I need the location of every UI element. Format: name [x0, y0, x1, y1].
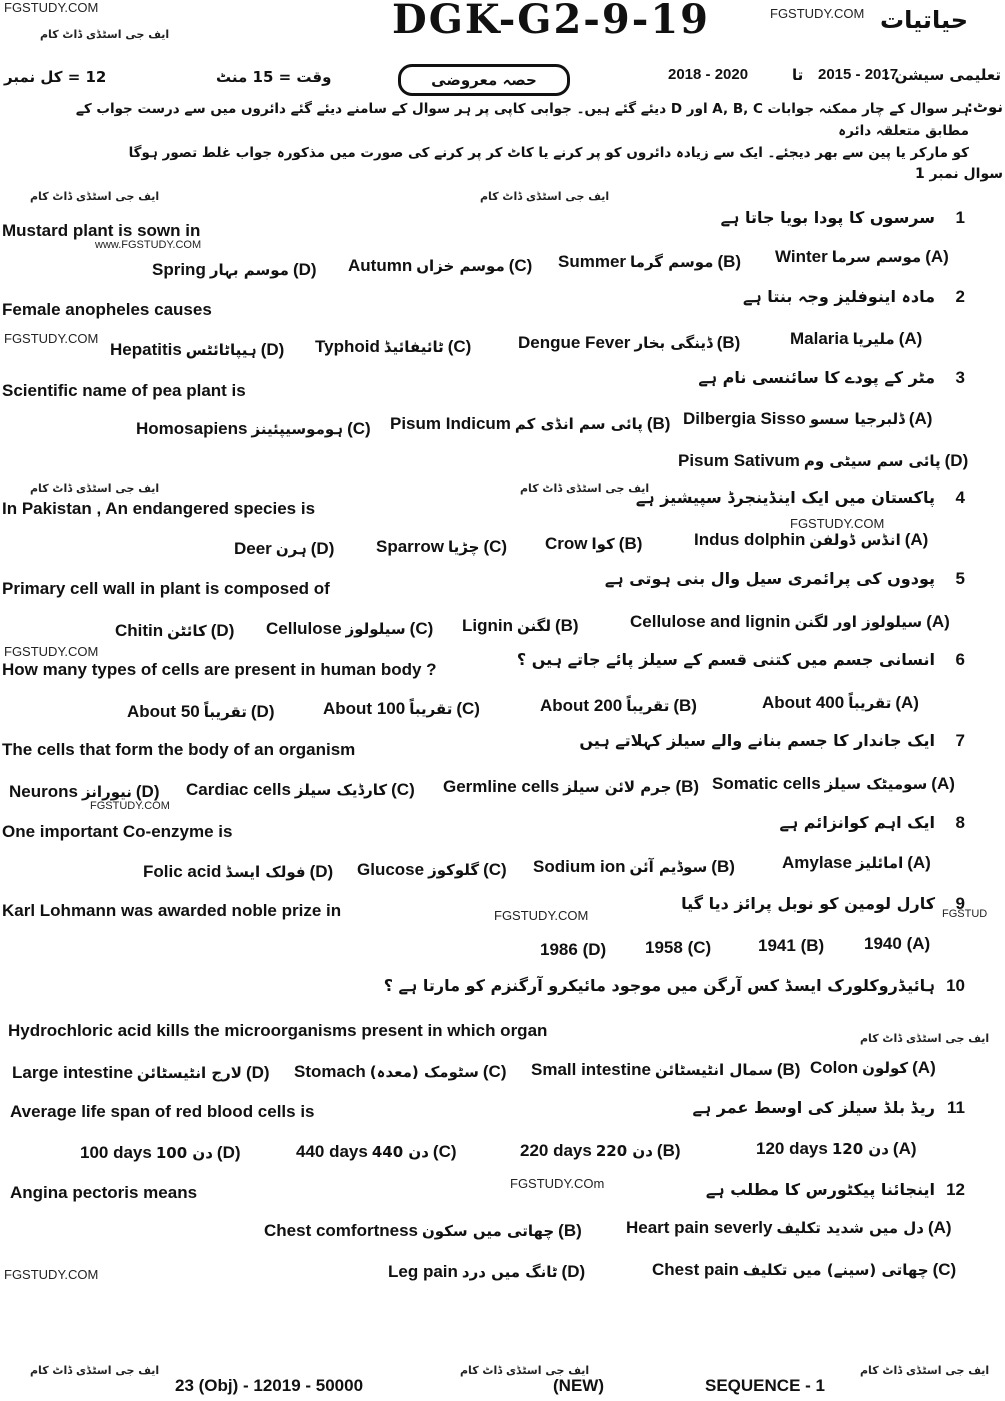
- option-c: 1958 (C): [645, 938, 712, 957]
- question-number: 3: [955, 368, 965, 387]
- option-b: Dengue Fever ڈینگی بخار (B): [518, 333, 741, 352]
- watermark-site: FGSTUDY.COM: [4, 0, 99, 15]
- option-a: Dilbergia Sisso ڈلبرجیا سسو (A): [683, 409, 933, 428]
- question-urdu: پاکستان میں ایک اینڈینجرڈ سپیشیز ہے: [635, 488, 935, 507]
- option-b: Chest comfortness چھاتی میں سکون (B): [264, 1221, 582, 1240]
- option-c: Typhoid ٹائیفائیڈ (C): [315, 337, 472, 356]
- new-label: (NEW): [553, 1376, 604, 1395]
- option-b: Germline cells جرم لائن سیلز (B): [443, 777, 700, 796]
- question-urdu: سرسوں کا پودا بویا جاتا ہے: [720, 208, 935, 227]
- option-d: 100 days 100 دن (D): [80, 1143, 241, 1162]
- watermark-site-com: FGSTUDY.COm: [510, 1176, 605, 1191]
- watermark-site: FGSTUDY.COM: [4, 331, 99, 346]
- question-english: The cells that form the body of an organism: [2, 740, 356, 759]
- question-english: In Pakistan , An endangered species is: [2, 499, 316, 518]
- option-a: Cellulose and lignin سیلولوز اور لگنن (A): [630, 612, 950, 631]
- question-number: 12: [946, 1180, 965, 1199]
- watermark-urdu: ایف جی اسٹڈی ڈاٹ کام: [30, 482, 160, 495]
- handwritten-subject: حیاتیات: [880, 6, 969, 34]
- question-number: 6: [955, 650, 965, 669]
- option-b: Lignin لگنن (B): [462, 616, 579, 635]
- option-a: Winter موسم سرما (A): [775, 247, 949, 266]
- question-number: 2: [955, 287, 965, 306]
- option-a: Colon کولون (A): [810, 1058, 936, 1077]
- option-d: Leg pain ٹانگ میں درد (D): [388, 1262, 586, 1281]
- option-d: Neurons نیورانز (D): [9, 782, 160, 801]
- question-number: 11: [947, 1098, 965, 1117]
- option-d: Folic acid فولک ایسڈ (D): [143, 862, 334, 881]
- watermark-urdu: ایف جی اسٹڈی ڈاٹ کام: [30, 1364, 160, 1377]
- question-english: Scientific name of pea plant is: [2, 381, 246, 400]
- option-a: Indus dolphin انڈس ڈولفن (A): [694, 530, 929, 549]
- option-d: Large intestine لارج انٹیسٹائن (D): [12, 1063, 270, 1082]
- question-urdu: ایک اہم کوانزائم ہے: [779, 813, 935, 832]
- question-english: Hydrochloric acid kills the microorganisms present in which organ: [8, 1021, 548, 1040]
- option-d: Deer ہرن (D): [234, 539, 335, 558]
- handwritten-paper-code: DGK-G2-9-19: [392, 0, 710, 43]
- watermark-urdu: ایف جی اسٹڈی ڈاٹ کام: [860, 1364, 990, 1377]
- question-urdu: مٹر کے پودے کا سائنسی نام ہے: [698, 368, 935, 387]
- question-english: Angina pectoris means: [10, 1183, 198, 1202]
- option-d: Spring موسم بہار (D): [152, 260, 317, 279]
- question-english: Mustard plant is sown in: [2, 221, 201, 240]
- option-d: Pisum Sativum پائی سم سیٹی وم (D): [678, 451, 969, 470]
- option-a: Amylase امائلیز (A): [782, 853, 931, 872]
- question-number: 1: [955, 208, 965, 227]
- watermark-urdu: ایف جی اسٹڈی ڈاٹ کام: [40, 28, 170, 41]
- section-title: حصہ معروضی: [398, 64, 570, 96]
- option-d: About 50 تقریباً (D): [127, 702, 275, 721]
- question-number: 8: [955, 813, 965, 832]
- option-b: 220 days 220 دن (B): [520, 1141, 681, 1160]
- option-a: 1940 (A): [864, 934, 931, 953]
- option-c: Homosapiens ہوموسیپئینز (C): [136, 419, 371, 438]
- option-c: Chest pain چھاتی (سینے) میں تکلیف (C): [652, 1260, 957, 1279]
- watermark-site: FGSTUDY.COM: [494, 908, 589, 923]
- watermark-fgstud: FGSTUD: [942, 908, 988, 920]
- watermark-site: FGSTUDY.COM: [4, 1267, 99, 1282]
- watermark-www: www.FGSTUDY.COM: [95, 239, 202, 251]
- option-a: 120 days 120 دن (A): [756, 1139, 917, 1158]
- option-c: 440 days 440 دن (C): [296, 1142, 457, 1161]
- option-b: About 200 تقریباً (B): [540, 696, 697, 715]
- option-c: About 100 تقریباً (C): [323, 699, 480, 718]
- option-c: Stomach سٹومک (معدہ) (C): [294, 1062, 507, 1081]
- option-a: Somatic cells سومیٹک سیلز (A): [712, 774, 955, 793]
- question-urdu: ریڈ بلڈ سیلز کی اوسط عمر ہے: [692, 1098, 935, 1117]
- watermark-site: FGSTUDY.COM: [790, 516, 885, 531]
- watermark-urdu: ایف جی اسٹڈی ڈاٹ کام: [520, 482, 650, 495]
- question-urdu: انسانی جسم میں کتنی قسم کے سیلز پائے جاتے ہیں ؟: [516, 650, 935, 669]
- watermark-urdu: ایف جی اسٹڈی ڈاٹ کام: [30, 190, 160, 203]
- option-b: Crow کوا (B): [545, 534, 643, 553]
- question-number: 7: [955, 731, 965, 750]
- session-years: 2015 - 2017: [818, 66, 899, 83]
- note-label: نوٹ:: [966, 98, 1003, 116]
- question-number: 10: [946, 976, 965, 995]
- option-b: Sodium ion سوڈیم آئن (B): [533, 857, 735, 876]
- note-text: [29, 98, 969, 164]
- option-a: Malaria ملیریا (A): [790, 329, 923, 348]
- option-a: Heart pain severly دل میں شدید تکلیف (A): [626, 1218, 952, 1237]
- question-english: Average life span of red blood cells is: [10, 1102, 315, 1121]
- sequence-label: SEQUENCE - 1: [705, 1376, 825, 1395]
- option-c: Autumn موسم خزاں (C): [348, 256, 533, 275]
- question-number: 4: [955, 488, 965, 507]
- question-english: One important Co-enzyme is: [2, 822, 233, 841]
- total-marks: 12 = کل نمبر: [4, 68, 107, 86]
- watermark-urdu: ایف جی اسٹڈی ڈاٹ کام: [480, 190, 610, 203]
- option-c: Cellulose سیلولوز (C): [266, 619, 434, 638]
- question-english: Primary cell wall in plant is composed of: [2, 579, 330, 598]
- watermark-urdu: ایف جی اسٹڈی ڈاٹ کام: [460, 1364, 590, 1377]
- question-heading: سوال نمبر 1: [914, 166, 1003, 182]
- watermark-site: FGSTUDY.COM: [90, 800, 170, 812]
- option-b: Pisum Indicum پائی سم انڈی کم (B): [390, 414, 671, 433]
- question-urdu: مادہ اینوفلیز وجہ بنتا ہے: [742, 287, 935, 306]
- question-english: Female anopheles causes: [2, 300, 212, 319]
- question-urdu: کارل لومین کو نوبل پرائز دیا گیا: [681, 894, 935, 913]
- note-line-1: ہر سوال کے چار ممکنہ جوابات A, B, C اور D دیئے گئے ہیں۔ جوابی کاپی پر ہر سوال کے سامنے دیئے گئے دائروں میں سے درست جواب کے مطابق متعلقہ دائرہ: [75, 101, 969, 139]
- note-line-2: کو مارکر یا پین سے بھر دیجئے۔ ایک سے زیادہ دائروں کو پر کرنے یا کاٹ کر پر کرنے کی صورت میں مذکورہ جواب غلط تصور ہوگا: [128, 145, 969, 161]
- option-c: Cardiac cells کارڈیک سیلز (C): [186, 780, 415, 799]
- session-years-end: 2018 - 2020: [668, 66, 749, 83]
- session-label: تعلیمی سیشن :: [883, 66, 1001, 84]
- question-urdu: اینجائنا پیکٹورس کا مطلب ہے: [705, 1180, 935, 1199]
- question-english: Karl Lohmann was awarded noble prize in: [2, 901, 342, 920]
- option-b: Summer موسم گرما (B): [558, 252, 742, 271]
- option-d: 1986 (D): [540, 940, 607, 959]
- paper-code: 23 (Obj) - 12019 - 50000: [175, 1376, 364, 1395]
- question-urdu: ہائیڈروکلورک ایسڈ کس آرگن میں موجود مائیکرو آرگنزم کو مارتا ہے ؟: [383, 976, 935, 995]
- question-english: How many types of cells are present in human body ?: [2, 660, 437, 679]
- option-d: Hepatitis ہیپاٹائٹس (D): [110, 340, 285, 359]
- watermark-site: FGSTUDY.COM: [4, 644, 99, 659]
- watermark-urdu: ایف جی اسٹڈی ڈاٹ کام: [860, 1032, 990, 1045]
- option-c: Sparrow چڑیا (C): [376, 537, 508, 556]
- option-d: Chitin کائٹن (D): [115, 621, 235, 640]
- question-urdu: پودوں کی پرائمری سیل وال بنی ہوتی ہے: [604, 569, 935, 588]
- question-number: 9: [955, 894, 965, 913]
- option-b: Small intestine سمال انٹیسٹائن (B): [531, 1060, 801, 1079]
- option-a: About 400 تقریباً (A): [762, 693, 919, 712]
- watermark-site: FGSTUDY.COM: [770, 6, 865, 21]
- session-to: تا: [792, 66, 804, 84]
- question-number: 5: [955, 569, 965, 588]
- option-b: 1941 (B): [758, 936, 825, 955]
- time-allowed: وقت = 15 منٹ: [216, 68, 332, 86]
- option-c: Glucose گلوکوز (C): [357, 860, 507, 879]
- question-urdu: ایک جاندار کا جسم بنانے والے سیلز کہلاتے ہیں: [579, 731, 935, 750]
